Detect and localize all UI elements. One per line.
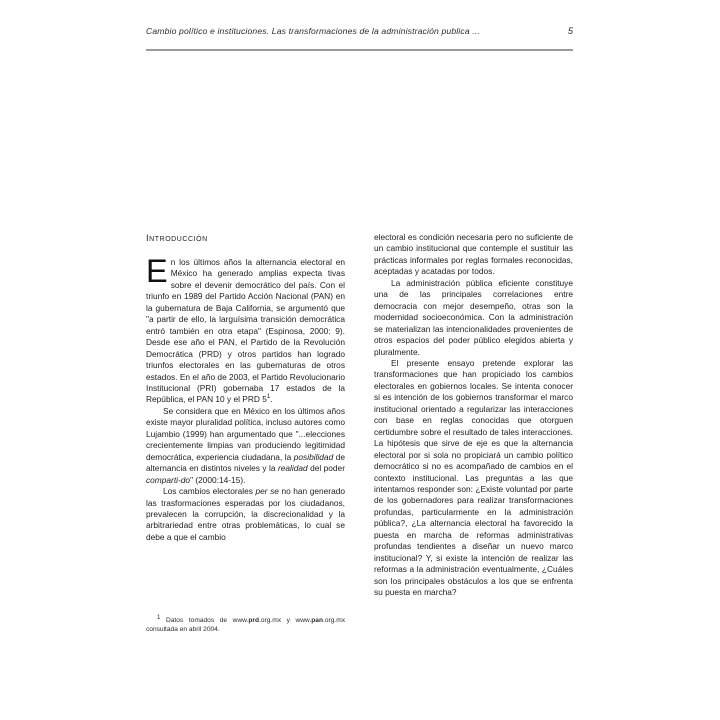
paragraph-left-2-part2: de alternancia en distintos niveles y la bbox=[146, 451, 346, 474]
footnote-text-part1: Datos tomados de www. bbox=[160, 617, 249, 624]
footnote-bold-prd: prd bbox=[248, 617, 260, 624]
paragraph-left-1-text: n los últimos años la alternancia electoral en México ha generado amplias expecta tivas sobre el devenir democrático del país. Con el triunfo en 1989 del Partido Acción Nacional (PAN) en la gubernatura de Baja California, se argumentó que "a partir de ello, la larguísima transición democrática entró también en otra etapa" (Espinosa, 2000: 9). Desde ese año el PAN, el Partido de la Revolución Democrática (PRD) y otros partidos han logrado triunfos electorales en las gubernaturas de otros estados. En el año de 2003, el Partido Revolucionario Institucional (PRI) gobernaba 17 estados de la República, el PAN 10 y el PRD 5 bbox=[146, 257, 345, 405]
paragraph-left-3-part2: no han generado las trasformaciones esperadas por los ciudadanos, prevalecen la corrupción, la discrecionalidad y la arbitrariedad entre otras problemáticas, lo cual se debe a que el cambio bbox=[146, 486, 346, 542]
paragraph-right-1: electoral es condición necesaria pero no suficiente de un cambio institucional que contemple el sustituir las prácticas informales por reglas formales reconocidas, aceptadas y acatadas por todos. bbox=[374, 232, 573, 277]
paragraph-left-2-italic-compartido: comparti-do bbox=[146, 474, 191, 485]
paragraph-left-1-tail: . bbox=[270, 394, 273, 405]
paragraph-right-2: La administración pública eficiente constituye una de las principales correlaciones entre democracia con mejor desempeño, otras son la modernidad socioeconómica. Con la administración se materializan las intencionalidades provenientes de otros espacios del poder público elegidos abierta y pluralmente. bbox=[374, 277, 573, 357]
footnote-text-part3: .org.mx consultada en abril 2004. bbox=[146, 617, 345, 634]
paragraph-left-3 bbox=[146, 486, 345, 543]
paragraph-left-2-part3: del poder bbox=[307, 463, 345, 474]
footnote-bold-pan: pan bbox=[311, 617, 324, 624]
section-heading-introduccion: Introducción bbox=[146, 232, 208, 243]
drop-cap-letter: E bbox=[146, 253, 168, 289]
running-head-title: Cambio político e instituciones. Las transformaciones de la administración publica ... bbox=[146, 26, 480, 36]
paragraph-left-3-italic-perse: per se bbox=[255, 486, 279, 497]
footnote-1 bbox=[146, 613, 345, 634]
footnote-marker-1: 1 bbox=[157, 613, 161, 621]
paragraph-left-2-part4: " (2000:14-15). bbox=[190, 474, 246, 485]
paragraph-left-2-italic-realidad: realidad bbox=[277, 463, 308, 474]
footnote-text-part2: .org.mx y www. bbox=[259, 617, 312, 624]
footnote-reference-1: 1 bbox=[266, 393, 271, 401]
paragraph-left-2-part1: Se considera que en México en los últimos años existe mayor pluralidad política, incluso autores como Lujambio (1999) han argumentado que "...elecciones crecientemente limpias van produciendo legitimidad democrática, experiencia ciudadana, la bbox=[146, 405, 345, 462]
paragraph-left-2 bbox=[146, 406, 345, 486]
header-divider-rule bbox=[146, 49, 573, 51]
body-columns bbox=[146, 232, 573, 652]
paragraph-left-2-italic-posibilidad: posibilidad bbox=[293, 451, 334, 462]
page-number: 5 bbox=[567, 26, 573, 36]
paragraph-right-3: El presente ensayo pretende explorar las transformaciones que han propiciado los cambios electorales en gobiernos locales. Se intenta conocer si es intención de los gobiernos transformar el marco institucional orientado a regularizar las interacciones con base en reglas conocidas que otorguen certidumbre sobre el resultado de tales interacciones. La hipótesis que sirve de eje es que la alternancia electoral por si sola no propiciará un cambio político democrático si no es acompañado de cambios en el contexto institucional. Las preguntas a las que intentamos responder son: ¿Existe voluntad por parte de los gobernadores para realizar transformaciones profundas, particularmente en la administración pública?, ¿La alternancia electoral ha favorecido la puesta en marcha de reformas administrativas profundas tendientes a diseñar un nuevo marco institucional? Y, si existe la intención de realizar las reformas a la administración eventualmente, ¿Cuáles son los principales obstáculos a los que se enfrenta su puesta en marcha? bbox=[374, 357, 573, 598]
right-column bbox=[374, 232, 573, 599]
footnote-area bbox=[146, 613, 345, 634]
running-head bbox=[146, 26, 573, 36]
left-column bbox=[146, 232, 345, 543]
paragraph-left-1 bbox=[146, 253, 345, 406]
paragraph-left-3-part1: Los cambios electorales bbox=[163, 486, 256, 497]
